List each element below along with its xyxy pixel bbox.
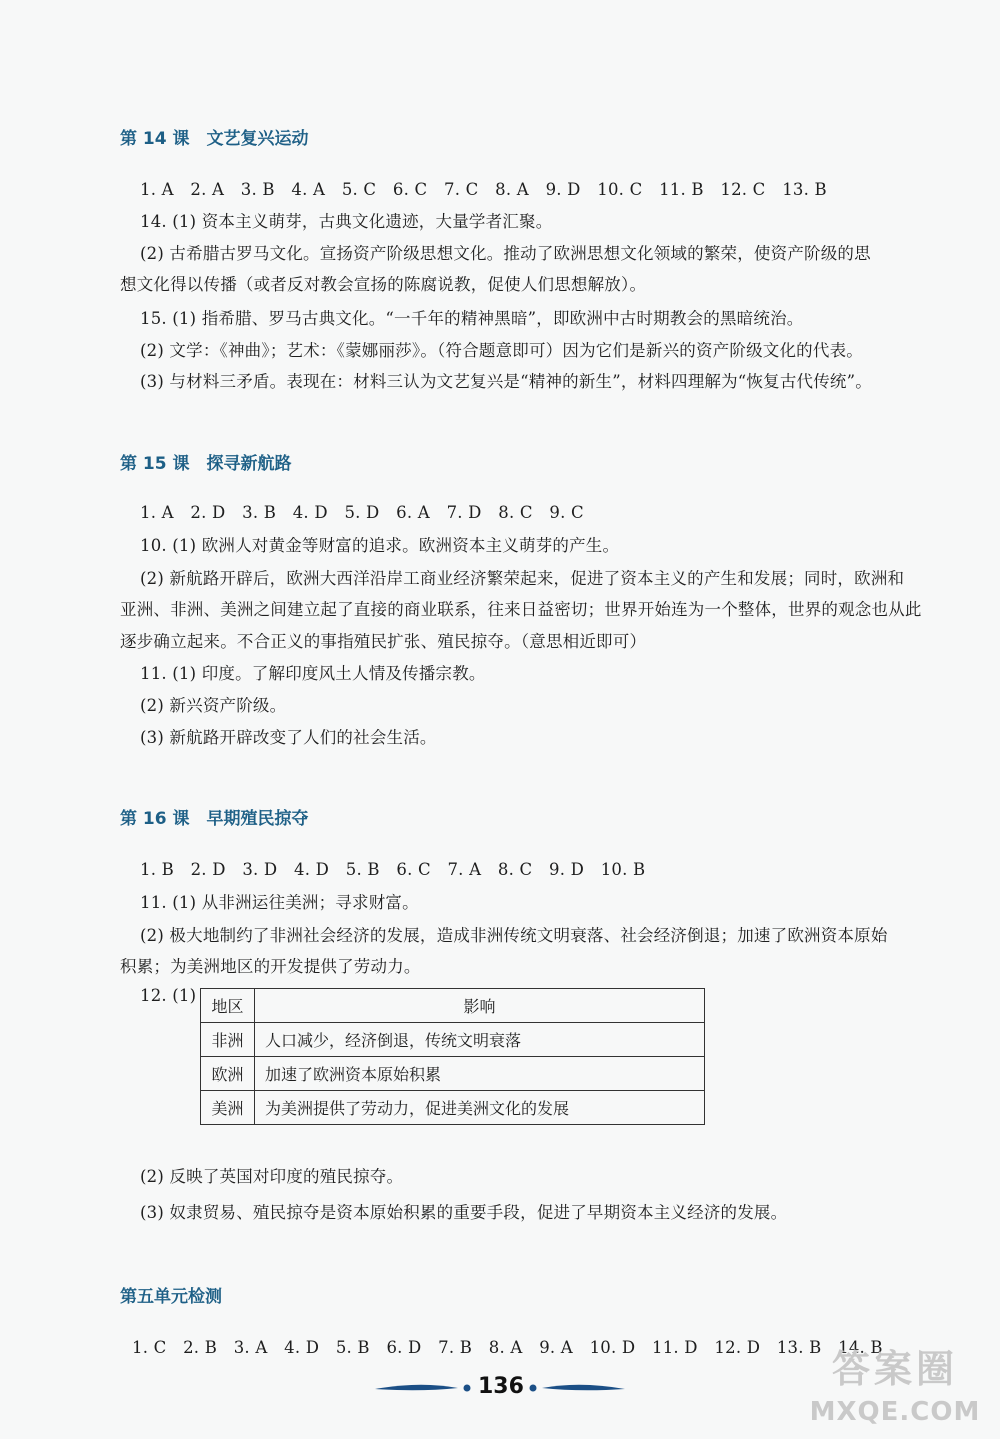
- answer-line: 积累；为美洲地区的开发提供了劳动力。: [120, 957, 421, 976]
- unit-5-heading: 第五单元检测: [120, 1287, 222, 1307]
- answer-line: (3) 新航路开辟改变了人们的社会生活。: [140, 728, 437, 747]
- watermark: [800, 1338, 990, 1427]
- answer-line: 14. (1) 资本主义萌芽，古典文化遗迹，大量学者汇聚。: [140, 212, 553, 231]
- answer-line: 12. (1): [140, 986, 197, 1005]
- table-header-cell: 地区: [201, 989, 255, 1023]
- answer-line: (2) 极大地制约了非洲社会经济的发展，造成非洲传统文明衰落、社会经济倒退；加速了欧洲资本原始: [140, 926, 888, 945]
- table-row: [201, 1023, 705, 1057]
- watermark-bottom: MXQE.COM: [809, 1397, 981, 1427]
- answer-line: 逐步确立起来。不合正义的事指殖民扩张、殖民掠夺。（意思相近即可）: [120, 632, 647, 651]
- page-number: 136: [478, 1374, 524, 1399]
- lesson-16-heading: 第 16 课 早期殖民掠夺: [120, 809, 309, 829]
- answer-line: 想文化得以传播（或者反对教会宣扬的陈腐说教，促使人们思想解放）。: [120, 275, 647, 294]
- answer-line: 1. A 2. A 3. B 4. A 5. C 6. C 7. C 8. A 9. D 10. C 11. B 12. C 13. B: [140, 180, 827, 199]
- answer-line: (2) 反映了英国对印度的殖民掠夺。: [140, 1167, 404, 1186]
- table-header-cell: 影响: [255, 989, 705, 1023]
- lesson-14-heading: 第 14 课 文艺复兴运动: [120, 129, 309, 149]
- lesson-15-heading: 第 15 课 探寻新航路: [120, 454, 292, 474]
- answer-line: 1. A 2. D 3. B 4. D 5. D 6. A 7. D 8. C 9. C: [140, 503, 584, 522]
- table-cell: 欧洲: [201, 1057, 255, 1091]
- answer-line: 1. B 2. D 3. D 4. D 5. B 6. C 7. A 8. C 9. D 10. B: [140, 860, 646, 879]
- answer-line: (3) 与材料三矛盾。表现在：材料三认为文艺复兴是“精神的新生”，材料四理解为“恢复古代传统”。: [140, 372, 872, 391]
- table-cell: 人口减少，经济倒退，传统文明衰落: [255, 1023, 705, 1057]
- answer-line: 1. C 2. B 3. A 4. D 5. B 6. D 7. B 8. A 9. A 10. D 11. D 12. D 13. B 14. B: [132, 1338, 883, 1357]
- table-cell: 加速了欧洲资本原始积累: [255, 1057, 705, 1091]
- answer-line: (3) 奴隶贸易、殖民掠夺是资本原始积累的重要手段，促进了早期资本主义经济的发展。: [140, 1203, 788, 1222]
- watermark-top: 答案圈: [831, 1347, 958, 1391]
- table-cell: 为美洲提供了劳动力，促进美洲文化的发展: [255, 1091, 705, 1125]
- table-header-row: [201, 989, 705, 1023]
- table-cell: 非洲: [201, 1023, 255, 1057]
- answer-line: (2) 文学：《神曲》；艺术：《蒙娜丽莎》。（符合题意即可）因为它们是新兴的资产阶级文化的代表。: [140, 341, 863, 360]
- answer-line: (2) 新兴资产阶级。: [140, 696, 287, 715]
- answer-line: 亚洲、非洲、美洲之间建立起了直接的商业联系，往来日益密切；世界开始连为一个整体，世界的观念也从此: [120, 600, 922, 619]
- table-row: [201, 1091, 705, 1125]
- answer-line: 10. (1) 欧洲人对黄金等财富的追求。欧洲资本主义萌芽的产生。: [140, 536, 620, 555]
- answer-line: 11. (1) 从非洲运往美洲；寻求财富。: [140, 893, 419, 912]
- colonial-impact-table: [200, 988, 705, 1125]
- table-cell: 美洲: [201, 1091, 255, 1125]
- answer-line: 15. (1) 指希腊、罗马古典文化。“一千年的精神黑暗”，即欧洲中古时期教会的黑暗统治。: [140, 309, 804, 328]
- answer-line: (2) 古希腊古罗马文化。宣扬资产阶级思想文化。推动了欧洲思想文化领域的繁荣，使资产阶级的思: [140, 244, 871, 263]
- table-row: [201, 1057, 705, 1091]
- answer-line: 11. (1) 印度。了解印度风土人情及传播宗教。: [140, 664, 486, 683]
- answer-line: (2) 新航路开辟后，欧洲大西洋沿岸工商业经济繁荣起来，促进了资本主义的产生和发展；同时，欧洲和: [140, 569, 905, 588]
